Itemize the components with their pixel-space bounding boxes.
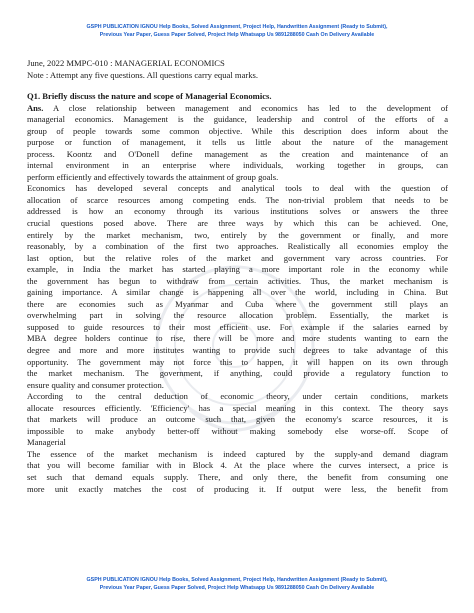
answer-line bbox=[27, 484, 448, 496]
answer-line-text: Economics has developed several concepts and analytical tools to deal with the question of bbox=[27, 183, 448, 194]
answer-line bbox=[27, 103, 448, 115]
answer-line bbox=[27, 172, 448, 184]
answer-line-text: addressed is how an economy through its various institutions solves or answers the three bbox=[27, 206, 448, 217]
answer-line bbox=[27, 345, 448, 357]
footer-banner-line2: Previous Year Paper, Guess Paper Solved, Project Help Whatsapp Us 9891288050 Cash On Delivery Available bbox=[99, 584, 375, 591]
answer-line-text: opportunity. The government may not force this to happen, it will happen on its own through bbox=[27, 356, 448, 367]
answer-line-text: the market mechanism. The government, if anything, could provide a regulatory function to bbox=[27, 368, 448, 379]
exam-session: June, 2022 MMPC-010 : MANAGERIAL ECONOMICS bbox=[27, 58, 225, 68]
answer-line-text: group of people towards some common objective. While this description does inform about the bbox=[27, 125, 448, 136]
answer-body bbox=[27, 103, 448, 496]
header-banner-line1: GSPH PUBLICATION IGNOU Help Books, Solved Assignment, Project Help, Handwritten Assignment (Ready to Submit), bbox=[86, 24, 388, 30]
answer-line bbox=[27, 137, 448, 149]
answer-line-text: According to the central deduction of economic theory, under certain conditions, markets bbox=[27, 391, 448, 402]
answer-line-text: impossible to make anybody better-off without making somebody else worse-off. Scope of bbox=[27, 425, 448, 436]
answer-line-text: overwhelming part in solving the resource allocation problem. Essentially, the market is bbox=[27, 310, 448, 321]
answer-line bbox=[27, 310, 448, 322]
answer-line-text: supposed to guide resources to their most efficient use. For example if the salaries earned by bbox=[27, 321, 448, 332]
answer-line bbox=[27, 322, 448, 334]
answer-line bbox=[27, 333, 448, 345]
answer-line bbox=[27, 460, 448, 472]
answer-line-text: purpose or function of management, it tells us little about the nature of the management bbox=[27, 137, 448, 148]
answer-line bbox=[27, 299, 448, 311]
answer-line-text: example, in India the market has started playing a more important role in the economy while bbox=[27, 264, 448, 275]
answer-line-text: internal environment in an enterprise where individuals, working together in groups, can bbox=[27, 160, 448, 171]
answer-line bbox=[27, 183, 448, 195]
answer-line-text: ensure quality and consumer protection. bbox=[27, 379, 164, 390]
answer-line bbox=[27, 126, 448, 138]
answer-line bbox=[27, 380, 448, 392]
answer-line-text: reasonably, by a combination of the first two approaches. Realistically all economies employ the bbox=[27, 241, 448, 252]
answer-line-text: that markets will produce an outcome such that, given the economy's scarce resources, it is bbox=[27, 414, 448, 425]
answer-line bbox=[27, 195, 448, 207]
question-title: Q1. Briefly discuss the nature and scope of Managerial Economics. bbox=[27, 91, 272, 101]
answer-line bbox=[27, 218, 448, 230]
answer-line bbox=[27, 472, 448, 484]
answer-line-text: The essence of the market mechanism is indeed captured by the supply-and demand diagram bbox=[27, 448, 448, 459]
answer-line bbox=[27, 114, 448, 126]
answer-line bbox=[27, 276, 448, 288]
answer-line bbox=[27, 253, 448, 265]
answer-line-text: perform efficiently and effectively towards the attainment of group goals. bbox=[27, 171, 279, 182]
answer-line bbox=[27, 437, 448, 449]
answer-line-text: managerial economics. Management is the guidance, leadership and control of the efforts of a bbox=[27, 114, 448, 125]
header-banner-line2: Previous Year Paper, Guess Paper Solved, Project Help Whatsapp Us 9891288050 Cash On Delivery Available bbox=[99, 31, 375, 38]
answer-line bbox=[27, 403, 448, 415]
answer-line-text: crucial questions posed above. There are three ways by which this can be achieved. One, bbox=[27, 217, 448, 228]
answer-line bbox=[27, 160, 448, 172]
answer-line-text: set such that demand equals supply. There, and only there, the benefit from consuming one bbox=[27, 472, 448, 482]
header-banner bbox=[0, 24, 474, 39]
answer-line bbox=[27, 264, 448, 276]
document-body bbox=[27, 58, 448, 495]
answer-line-text: degree and more and more institutes wanting to provide such degrees to take advantage of this bbox=[27, 344, 448, 355]
answer-line-text: process. Koontz and O'Donell define management as the creation and maintenance of an bbox=[27, 148, 448, 159]
answer-line bbox=[27, 426, 448, 438]
answer-line bbox=[27, 206, 448, 218]
answer-line-text: MBA degree holders continue to rise, there will be more and more students wanting to earn the bbox=[27, 333, 448, 344]
answer-line-text: entirely by the market mechanism, two, entirely by the government or finally, and more bbox=[27, 229, 448, 240]
answer-line-text: there are economies such as Myanmar and Cuba where the government still plays an bbox=[27, 298, 448, 309]
exam-note: Note : Attempt any five questions. All questions carry equal marks. bbox=[27, 69, 259, 80]
footer-banner bbox=[0, 577, 474, 592]
answer-line-text: that you will become familiar with in Block 4. At the place where the curves intersect, a price is bbox=[27, 460, 448, 471]
answer-line-text: last option, but the relative roles of the market and government vary across countries. For bbox=[27, 252, 448, 263]
answer-line bbox=[27, 241, 448, 253]
answer-line bbox=[27, 287, 448, 299]
footer-banner-line1: GSPH PUBLICATION IGNOU Help Books, Solved Assignment, Project Help, Handwritten Assignment (Ready to Submit), bbox=[86, 577, 388, 583]
answer-line bbox=[27, 449, 448, 461]
answer-line-text: more unit exactly matches the cost of producing it. If output were less, the benefit from bbox=[27, 483, 448, 494]
answer-line-text: allocation of scarce resources among competing ends. The non-trivial problem that needs to be bbox=[27, 194, 448, 205]
answer-line bbox=[27, 230, 448, 242]
answer-line bbox=[27, 357, 448, 369]
answer-line-text: A close relationship between management and economics has led to the development of bbox=[52, 102, 448, 113]
answer-line-text: the government has begun to withdraw from certain activities. Thus, the market mechanism is bbox=[27, 275, 448, 286]
answer-line bbox=[27, 368, 448, 380]
answer-line-text: Managerial bbox=[27, 437, 66, 448]
answer-label: Ans. bbox=[27, 102, 44, 113]
answer-line bbox=[27, 391, 448, 403]
answer-line bbox=[27, 149, 448, 161]
answer-line-text: gaining importance. A similar change is happening all over the world, including in China. But bbox=[27, 287, 448, 298]
answer-line bbox=[27, 414, 448, 426]
answer-line-text: allocate resources efficiently. 'Efficiency' has a special meaning in this context. The theory says bbox=[27, 402, 448, 413]
